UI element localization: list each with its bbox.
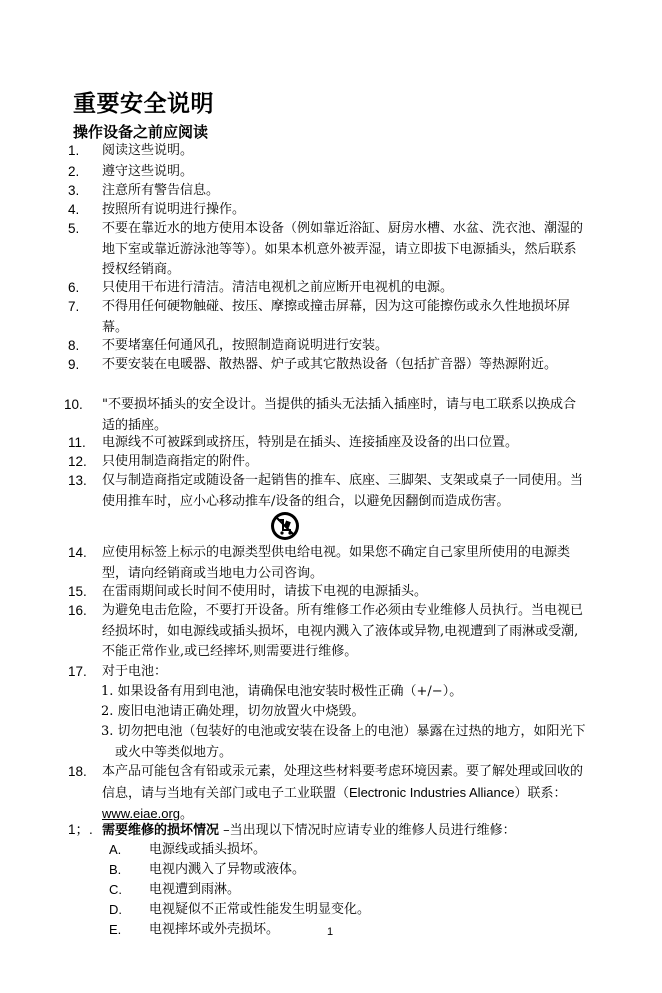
list-item: 15. 在雷雨期间或长时间不使用时，请拔下电视的电源插头。 [68, 584, 428, 599]
list-item: 9. 不要安装在电暖器、散热器、炉子或其它散热设备（包括扩音器）等热源附近。 [68, 357, 558, 372]
list-item: 3. 注意所有警告信息。 [68, 183, 220, 198]
list-item: 5. 不要在靠近水的地方使用本设备（例如靠近浴缸、厨房水槽、水盆、洗衣池、潮湿的地下室或靠近游泳池等等）。如果本机意外被弄湿，请立即拔下电源插头，然后联系授权经销商。 [68, 221, 584, 277]
list-item: 13. 仅与制造商指定或随设备一起销售的推车、底座、三脚架、支架或桌子一同使用。当使用推车时，应小心移动推车/设备的组合，以避免因翻倒而造成伤害。 [68, 473, 584, 509]
section-subtitle: 操作设备之前应阅读 [73, 123, 209, 141]
list-item: 17. 对于电池： [68, 664, 168, 679]
cart-tipover-warning-icon [270, 511, 300, 541]
list-item: 1. 阅读这些说明。 [68, 143, 194, 158]
page-number: 1 [327, 926, 334, 938]
list-item: 2. 遵守这些说明。 [68, 164, 194, 179]
list-item: 8. 不要堵塞任何通风孔，按照制造商说明进行安装。 [68, 338, 389, 353]
list-item: 6. 只使用干布进行清洁。清洁电视机之前应断开电视机的电源。 [68, 280, 454, 295]
list-item: 18. 本产品可能包含有铅或汞元素，处理这些材料要考虑环境因素。要了解处理或回收的信息，请与当地有关部门或电子工业联盟（Electronic Industries Alliance）联系：www.eiae.org。 [68, 764, 584, 822]
list-item: 14. 应使用标签上标示的电源类型供电给电视。如果您不确定自己家里所使用的电源类型，请向经销商或当地电力公司咨询。 [68, 545, 571, 581]
list-item: 4. 按照所有说明进行操作。 [68, 202, 246, 217]
eiae-link[interactable]: www.eiae.org [102, 806, 181, 821]
list-item: 12. 只使用制造商指定的附件。 [68, 454, 259, 469]
page-title: 重要安全说明 [73, 91, 214, 117]
battery-note: 1. 如果设备有用到电池，请确保电池安装时极性正确（+/−）。 [101, 684, 463, 699]
list-item: 1；. 需要维修的损坏情况 –当出现以下情况时应请专业的维修人员进行维修： [68, 822, 516, 838]
list-item: 10. "不要损坏插头的安全设计。当提供的插头无法插入插座时，请与电工联系以换成合适的插座。 [64, 397, 576, 433]
battery-note: 2. 废旧电池请正确处理，切勿放置火中烧毁。 [101, 704, 365, 719]
list-item: 7. 不得用任何硬物触碰、按压、摩擦或撞击屏幕，因为这可能擦伤或永久性地损坏屏幕。 [68, 299, 571, 335]
battery-note: 3. 切勿把电池（包装好的电池或安装在设备上的电池）暴露在过热的地方，如阳光下或火中等类似地方。 [101, 724, 586, 760]
list-item: 11. 电源线不可被踩到或挤压，特别是在插头、连接插座及设备的出口位置。 [68, 435, 519, 450]
list-item: 16. 为避免电击危险，不要打开设备。所有维修工作必须由专业维修人员执行。当电视已经损坏时，如电源线或插头损坏，电视内溅入了液体或异物,电视遭到了雨淋或受潮,不能正常作业,或已经摔坏,则需要进行维修。 [68, 603, 584, 659]
